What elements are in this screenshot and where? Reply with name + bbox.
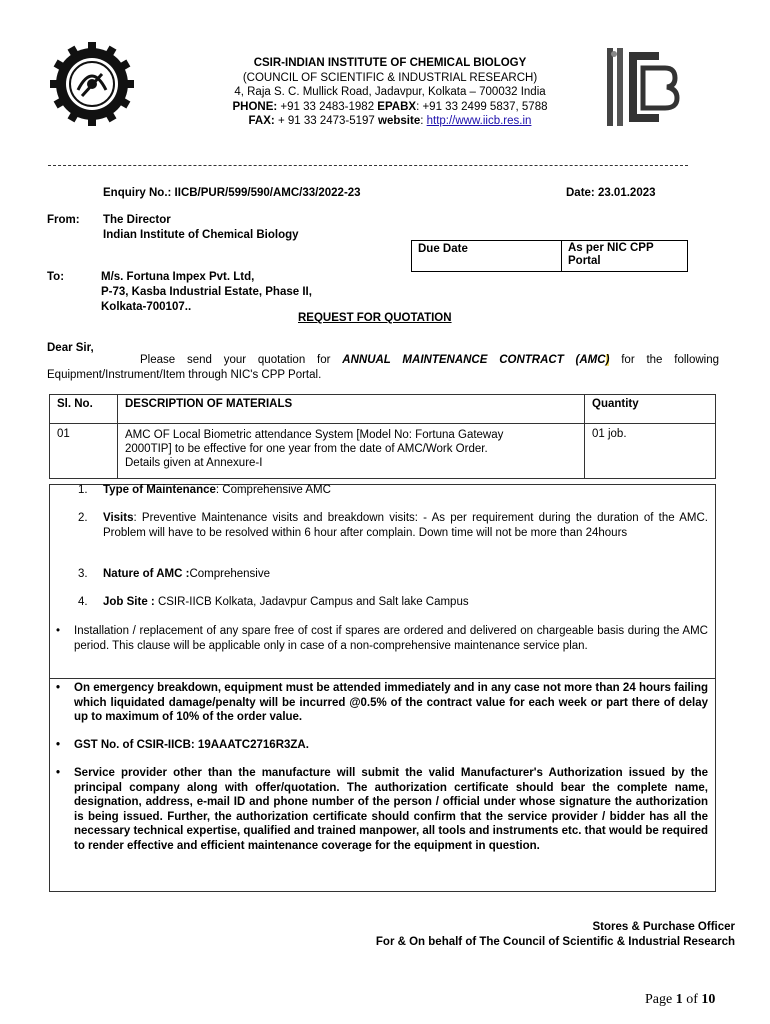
term-2 (78, 511, 708, 556)
page-number (645, 992, 715, 1008)
term-4-label: Job Site : (103, 596, 155, 608)
enquiry-number: Enquiry No.: IICB/PUR/599/590/AMC/33/2022-23 (103, 187, 361, 199)
due-date-value-line1: As per NIC CPP (568, 242, 654, 254)
page-of: of (682, 992, 702, 1007)
term-2-text: : Preventive Maintenance visits and breakdown visits: - As per requirement during the duration of the AMC. Problem will have to be resolved within 6 hour after complain. Down time will not be more than 24hours (103, 512, 708, 539)
bullet-dot-icon: • (56, 682, 61, 694)
term-1-text: : Comprehensive AMC (215, 484, 331, 496)
bullet-dot-icon: • (56, 739, 61, 751)
row-description-line2: 2000TIP] to be effective for one year from the date of AMC/Work Order. (125, 443, 488, 455)
website-sep: : (420, 115, 427, 127)
bullet-emergency-text: On emergency breakdown, equipment must be attended immediately and in any case not more than 24 hours failing which liquidated damage/penalty will be incurred @0.5% of the contract value for each week or part there of delay up to maximum of 10% of the order value. (74, 682, 708, 723)
to-line1: M/s. Fortuna Impex Pvt. Ltd, (101, 271, 255, 283)
term-2-number: 2. (78, 512, 88, 524)
row-sl-no: 01 (50, 424, 118, 478)
fax-line (160, 114, 620, 129)
term-4-number: 4. (78, 596, 88, 608)
institute-name: CSIR-INDIAN INSTITUTE OF CHEMICAL BIOLOGY (253, 57, 527, 69)
website-label: website (378, 115, 421, 127)
row-description (118, 424, 585, 478)
phone-line (160, 100, 620, 115)
bullet-gst-text: GST No. of CSIR-IICB: 19AAATC2716R3ZA. (74, 739, 309, 751)
epabx-label: EPABX (377, 100, 417, 113)
intro-before: Please send your quotation for (140, 354, 343, 366)
term-2-label: Visits (103, 512, 134, 524)
fax-value: + 91 33 2473-5197 (274, 115, 379, 127)
term-3-text: Comprehensive (189, 568, 271, 580)
page-total: 10 (701, 992, 716, 1007)
term-3-label: Nature of AMC : (103, 568, 190, 580)
term-3-number: 3. (78, 568, 88, 580)
header-sl-no: Sl. No. (50, 395, 118, 423)
fax-label: FAX: (248, 115, 275, 127)
bullet-dot-icon: • (56, 767, 61, 779)
epabx-value: : +91 33 2499 5837, 5788 (416, 100, 548, 113)
terms-divider (49, 678, 716, 679)
due-date-value-line2: Portal (568, 255, 601, 267)
due-date-box (411, 240, 688, 272)
due-date-value (562, 241, 687, 271)
intro-paragraph (47, 353, 719, 383)
signature-block (376, 920, 735, 950)
intro-after: for the following (609, 354, 720, 366)
header-description: DESCRIPTION OF MATERIALS (118, 395, 585, 423)
bullet-spares-text: Installation / replacement of any spare free of cost if spares are ordered and delivered on chargeable basis during the AMC period. This clause will be applicable only in case of a non-comprehensive maintenance service plan. (74, 625, 708, 652)
enquiry-date: Date: 23.01.2023 (566, 187, 656, 199)
phone-value: +91 33 2483-1982 (277, 100, 378, 113)
page-label: Page (645, 992, 676, 1007)
row-description-line3: Details given at Annexure-I (125, 457, 263, 469)
signature-title: Stores & Purchase Officer (592, 921, 735, 933)
header-quantity: Quantity (592, 398, 639, 410)
row-quantity: 01 job. (592, 428, 627, 440)
intro-line2: Equipment/Instrument/Item through NIC's CPP Portal. (47, 369, 322, 381)
bullet-dot-icon: • (56, 625, 61, 637)
bullet-authorization-text: Service provider other than the manufacture will submit the valid Manufacturer's Authorization issued by the principal company along with offer/quotation. The authorization certificate should bear the complete name, designation, address, e-mail ID and phone number of the person / official under whose signature the authorization is being issued. Further, the authorization certificate should confirm that the service provider / bidder has all the necessary technical expertise, qualified and trained manpower, all tools and instruments etc. that would be required to render effective and efficient maintenance coverage for the equipment in question. (74, 767, 708, 852)
term-1-number: 1. (78, 484, 88, 496)
table-header (49, 394, 716, 424)
salutation: Dear Sir, (47, 342, 94, 354)
signature-behalf: For & On behalf of The Council of Scientific & Industrial Research (375, 936, 735, 948)
from-line1: The Director (103, 214, 171, 226)
phone-label: PHONE: (232, 100, 278, 113)
row-description-line1: AMC OF Local Biometric attendance System [Model No: Fortuna Gateway (125, 429, 504, 441)
term-4-text: CSIR-IICB Kolkata, Jadavpur Campus and Salt lake Campus (154, 596, 469, 608)
intro-paren: ) (605, 354, 610, 366)
to-line3: Kolkata-700107.. (101, 301, 192, 313)
to-line2: P-73, Kasba Industrial Estate, Phase II, (101, 286, 312, 298)
csir-logo (48, 40, 136, 128)
letterhead (160, 56, 620, 129)
from-label: From: (47, 214, 80, 226)
term-1-label: Type of Maintenance (103, 484, 216, 496)
council-name: (COUNCIL OF SCIENTIFIC & INDUSTRIAL RESEARCH) (242, 71, 538, 84)
table-row (49, 423, 716, 479)
intro-emphasis: ANNUAL MAINTENANCE CONTRACT (AMC (342, 354, 606, 366)
address-line: 4, Raja S. C. Mullick Road, Jadavpur, Kolkata – 700032 India (234, 86, 546, 98)
due-date-label: Due Date (412, 241, 562, 271)
header-divider (48, 165, 688, 166)
from-line2: Indian Institute of Chemical Biology (103, 229, 299, 241)
intro-line1 (47, 353, 719, 368)
website-link[interactable]: http://www.iicb.res.in (426, 115, 532, 127)
to-label: To: (47, 271, 65, 283)
rfq-title: REQUEST FOR QUOTATION (298, 312, 452, 324)
page-current: 1 (675, 992, 683, 1007)
